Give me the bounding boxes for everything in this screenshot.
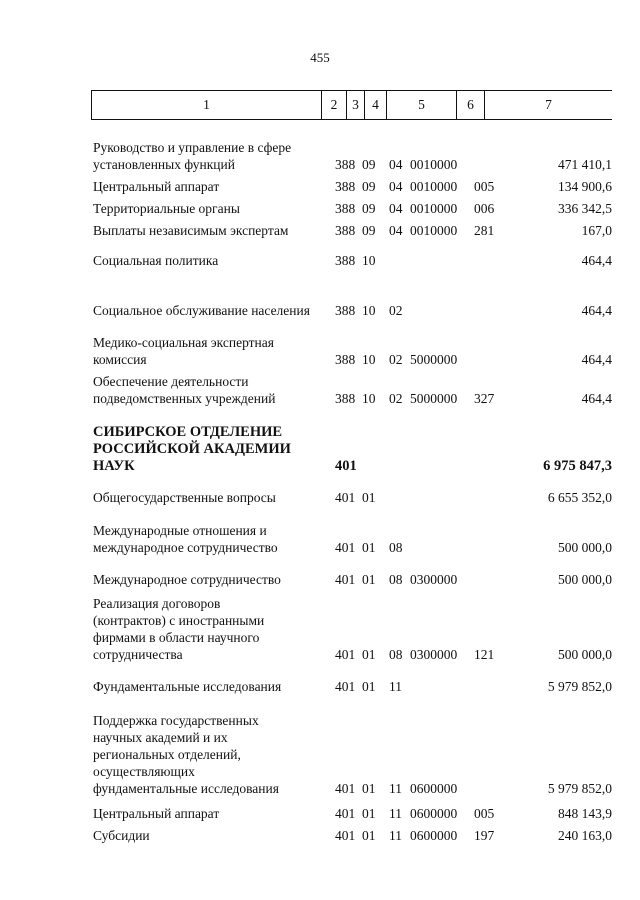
table-row: [0, 139, 640, 173]
table-row: [0, 569, 640, 588]
row-code-4: 04: [389, 179, 403, 194]
row-code-5: 5000000: [410, 391, 458, 406]
row-name: Обеспечение деятельности подведомственных учреждений: [93, 374, 276, 406]
table-row: [0, 195, 640, 217]
row-name: Реализация договоров (контрактов) с иностранными фирмами в области научного сотрудничества: [93, 596, 265, 662]
row-code-4: 04: [389, 157, 403, 172]
row-name: Центральный аппарат: [93, 806, 220, 821]
row-code-3: 01: [362, 572, 376, 587]
row-code-3: 10: [362, 352, 376, 367]
row-code-5: 0300000: [410, 647, 458, 662]
row-code-2: 388: [335, 201, 356, 216]
row-code-3: 01: [362, 828, 376, 843]
row-code-6: 121: [474, 647, 495, 662]
table-row: [0, 709, 640, 797]
row-code-5: 0300000: [410, 572, 458, 587]
row-code-4: 11: [389, 679, 402, 694]
row-code-5: 5000000: [410, 352, 458, 367]
table-row: [0, 283, 640, 319]
row-code-5: 0600000: [410, 806, 458, 821]
row-code-2: 401: [335, 540, 356, 555]
row-code-3: 09: [362, 157, 376, 172]
row-code-5: 0010000: [410, 223, 458, 238]
row-amount: 464,4: [581, 303, 612, 318]
row-amount: 6 975 847,3: [543, 458, 612, 474]
row-name: Медико-социальная экспертная комиссия: [93, 335, 274, 367]
row-code-6: 006: [474, 201, 495, 216]
header-col-3: 3: [347, 91, 365, 119]
row-code-5: 0600000: [410, 828, 458, 843]
row-name: Фундаментальные исследования: [93, 679, 282, 694]
row-code-2: 388: [335, 157, 356, 172]
row-code-2: 401: [335, 679, 356, 694]
row-amount: 336 342,5: [558, 201, 612, 216]
row-code-4: 08: [389, 647, 403, 662]
row-code-3: 01: [362, 806, 376, 821]
table-row: [0, 173, 640, 195]
row-code-3: 01: [362, 490, 376, 505]
row-amount: 464,4: [581, 253, 612, 268]
row-name: Выплаты независимым экспертам: [93, 223, 289, 238]
table-row: [0, 332, 640, 368]
row-name: Поддержка государственных научных академий и их региональных отделений, осуществляющих фундаментальные исследования: [93, 713, 279, 796]
row-amount: 240 163,0: [558, 828, 612, 843]
row-code-3: 09: [362, 179, 376, 194]
row-name: Общегосударственные вопросы: [93, 490, 276, 505]
row-amount: 167,0: [581, 223, 612, 238]
row-code-2: 401: [335, 781, 356, 796]
row-code-4: 11: [389, 828, 402, 843]
row-amount: 500 000,0: [558, 540, 612, 555]
row-code-2: 388: [335, 179, 356, 194]
header-col-5: 5: [387, 91, 457, 119]
table-row: [0, 676, 640, 695]
row-name: Субсидии: [93, 828, 150, 843]
row-code-3: 01: [362, 647, 376, 662]
table-row: [0, 800, 640, 822]
row-code-4: 04: [389, 223, 403, 238]
table-header: [91, 90, 612, 120]
row-name: Территориальные органы: [93, 201, 240, 216]
row-amount: 6 655 352,0: [547, 490, 612, 505]
row-code-2: 388: [335, 352, 356, 367]
row-code-3: 10: [362, 303, 376, 318]
row-code-5: 0010000: [410, 201, 458, 216]
page-number: 455: [310, 50, 330, 65]
header-col-1: 1: [92, 91, 322, 119]
row-name: СИБИРСКОЕ ОТДЕЛЕНИЕ РОССИЙСКОЙ АКАДЕМИИ НАУК: [93, 424, 291, 474]
row-code-2: 401: [335, 806, 356, 821]
row-amount: 471 410,1: [558, 157, 612, 172]
row-code-5: 0010000: [410, 179, 458, 194]
row-code-4: 04: [389, 201, 403, 216]
row-amount: 464,4: [581, 352, 612, 367]
row-code-5: 0600000: [410, 781, 458, 796]
table-row: [0, 593, 640, 663]
row-code-3: 01: [362, 781, 376, 796]
row-code-4: 08: [389, 540, 403, 555]
row-code-6: 281: [474, 223, 495, 238]
row-code-3: 09: [362, 201, 376, 216]
header-col-6: 6: [457, 91, 485, 119]
table-row: [0, 421, 640, 475]
row-amount: 848 143,9: [558, 806, 612, 821]
row-code-6: 197: [474, 828, 495, 843]
row-code-4: 11: [389, 806, 402, 821]
row-code-2: 401: [335, 490, 356, 505]
row-amount: 500 000,0: [558, 647, 612, 662]
row-name: Социальная политика: [93, 253, 219, 268]
row-code-3: 10: [362, 253, 376, 268]
row-name: Центральный аппарат: [93, 179, 220, 194]
table-row: [0, 217, 640, 239]
row-amount: 5 979 852,0: [547, 679, 612, 694]
row-code-2: 401: [335, 647, 356, 662]
header-col-7: 7: [545, 97, 552, 112]
header-col-4: 4: [365, 91, 387, 119]
row-amount: 500 000,0: [558, 572, 612, 587]
row-amount: 5 979 852,0: [547, 781, 612, 796]
header-col-2: 2: [322, 91, 347, 119]
table-row: [0, 520, 640, 556]
row-code-2: 388: [335, 303, 356, 318]
row-code-4: 02: [389, 303, 403, 318]
row-name: Руководство и управление в сфере установленных функций: [93, 140, 292, 172]
row-code-3: 01: [362, 540, 376, 555]
table-row: [0, 487, 640, 506]
row-name: Международное сотрудничество: [93, 572, 281, 587]
row-amount: 464,4: [581, 391, 612, 406]
row-code-2: 401: [335, 572, 356, 587]
row-code-2: 388: [335, 223, 356, 238]
row-code-4: 02: [389, 391, 403, 406]
table-row: [0, 371, 640, 407]
row-code-3: 10: [362, 391, 376, 406]
row-code-4: 11: [389, 781, 402, 796]
row-code-5: 0010000: [410, 157, 458, 172]
row-code-3: 01: [362, 679, 376, 694]
row-code-3: 09: [362, 223, 376, 238]
row-code-2: 401: [335, 828, 356, 843]
table-row: [0, 250, 640, 269]
row-code-2: 388: [335, 391, 356, 406]
table-row: [0, 822, 640, 844]
row-name: Социальное обслуживание населения: [93, 303, 310, 318]
row-code-6: 005: [474, 179, 495, 194]
row-amount: 134 900,6: [558, 179, 612, 194]
row-code-4: 02: [389, 352, 403, 367]
row-code-2: 388: [335, 253, 356, 268]
row-name: Международные отношения и международное сотрудничество: [93, 523, 278, 555]
row-code-4: 08: [389, 572, 403, 587]
row-code-2: 401: [335, 458, 357, 474]
row-code-6: 005: [474, 806, 495, 821]
row-code-6: 327: [474, 391, 495, 406]
